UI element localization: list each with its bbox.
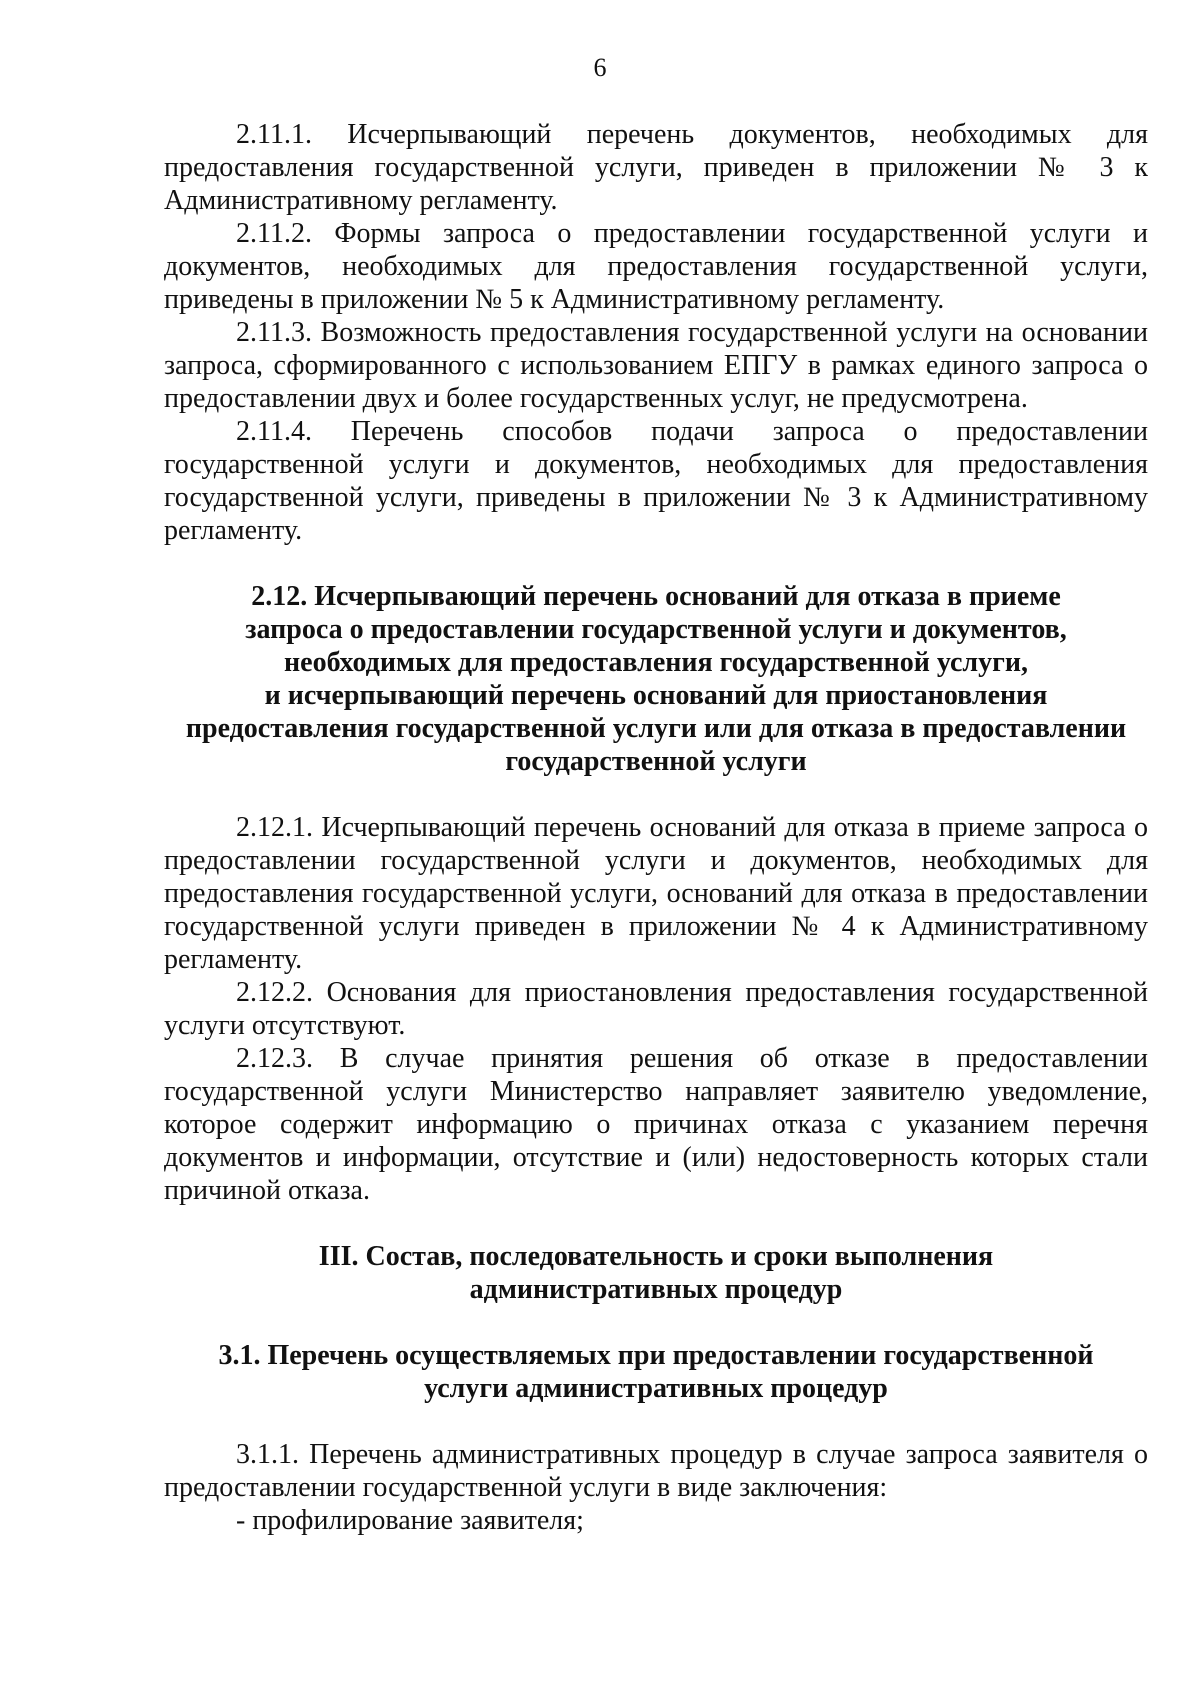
heading-3-1-line: услуги административных процедур bbox=[424, 1373, 888, 1404]
paragraph-2-12-2: 2.12.2. Основания для приостановления предоставления государственной услуги отсутствуют. bbox=[164, 977, 1148, 1041]
paragraph-2-11-1: 2.11.1. Исчерпывающий перечень документов, необходимых для предоставления государственной услуги, приведен в приложении № 3 к Административному регламенту. bbox=[164, 119, 1148, 216]
heading-3-1-line: 3.1. Перечень осуществляемых при предоставлении государственной bbox=[218, 1340, 1094, 1371]
heading-2-12-line: государственной услуги bbox=[505, 746, 807, 777]
heading-2-12-line: 2.12. Исчерпывающий перечень оснований для отказа в приеме bbox=[251, 581, 1061, 612]
paragraph-2-11-4: 2.11.4. Перечень способов подачи запроса о предоставлении государственной услуги и документов, необходимых для предоставления государственной услуги, приведены в приложении № 3 к Административному регламенту. bbox=[164, 416, 1148, 546]
paragraph-3-1-1: 3.1.1. Перечень административных процедур в случае запроса заявителя о предоставлении государственной услуги в виде заключения: bbox=[164, 1439, 1148, 1503]
heading-section-3-line: административных процедур bbox=[469, 1274, 843, 1305]
heading-2-12-line: необходимых для предоставления государственной услуги, bbox=[284, 647, 1028, 678]
heading-2-12-line: запроса о предоставлении государственной услуги и документов, bbox=[245, 614, 1067, 645]
document-body bbox=[164, 118, 1148, 1537]
paragraph-2-11-2: 2.11.2. Формы запроса о предоставлении государственной услуги и документов, необходимых для предоставления государственной услуги, приведены в приложении № 5 к Административному регламенту. bbox=[164, 218, 1148, 315]
list-item: - профилирование заявителя; bbox=[236, 1505, 584, 1536]
heading-2-12-line: и исчерпывающий перечень оснований для приостановления bbox=[264, 680, 1048, 711]
heading-section-3-line: III. Состав, последовательность и сроки выполнения bbox=[318, 1241, 994, 1272]
paragraph-2-12-3: 2.12.3. В случае принятия решения об отказе в предоставлении государственной услуги Министерство направляет заявителю уведомление, которое содержит информацию о причинах отказа с указанием перечня документов и информации, отсутствие и (или) недостоверность которых стали причиной отказа. bbox=[164, 1043, 1148, 1206]
paragraph-2-11-3: 2.11.3. Возможность предоставления государственной услуги на основании запроса, сформированного с использованием ЕПГУ в рамках единого запроса о предоставлении двух и более государственных услуг, не предусмотрена. bbox=[164, 317, 1148, 414]
heading-section-3 bbox=[164, 1240, 1148, 1306]
paragraph-2-12-1: 2.12.1. Исчерпывающий перечень оснований для отказа в приеме запроса о предоставлении государственной услуги и документов, необходимых для предоставления государственной услуги, оснований для отказа в предоставлении государственной услуги приведен в приложении № 4 к Административному регламенту. bbox=[164, 812, 1148, 975]
heading-2-12 bbox=[164, 580, 1148, 778]
heading-2-12-line: предоставления государственной услуги или для отказа в предоставлении bbox=[185, 713, 1127, 744]
page-number: 6 bbox=[593, 53, 607, 82]
heading-3-1 bbox=[164, 1339, 1148, 1405]
